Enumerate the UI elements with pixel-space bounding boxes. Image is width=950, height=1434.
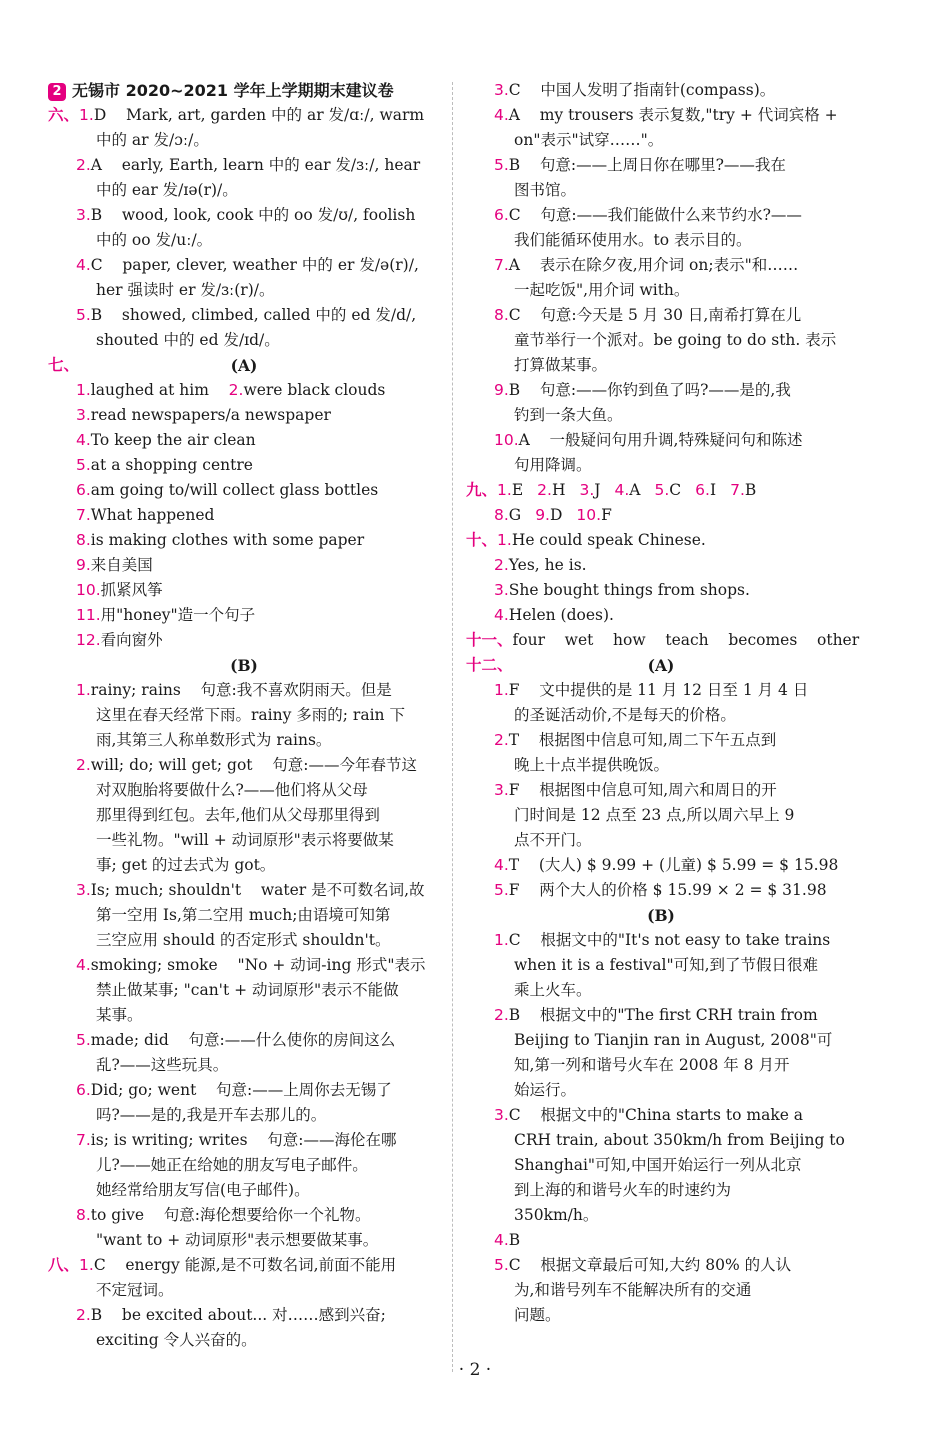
answer-text: A early, Earth, learn 中的 ear 发/ɜː/, hear [90,156,421,174]
answer-text: 问题。 [514,1306,561,1324]
answer-text: 我们能循环使用水。to 表示目的。 [514,231,752,249]
question-number: 5. [494,156,509,174]
answer-text: B [508,1231,521,1249]
answer-line [466,878,856,903]
question-number: 1. [497,531,512,549]
question-number: 3. [494,1106,509,1124]
answer-text: D Mark, art, garden 中的 ar 发/ɑː/, warm [93,106,425,124]
question-number: 8. [76,531,91,549]
question-number: 6. [76,1081,91,1099]
test-number-badge: 2 [48,83,66,101]
answer-line [466,778,856,803]
answer-text: C energy 能源,是不可数名词,前面不能用 [93,1256,397,1274]
question-number: 3. [494,81,509,99]
answer-text: when it is a festival"可知,到了节假日很难 [514,956,819,974]
answer-text: 打算做某事。 [514,356,608,374]
answer-text: is making clothes with some paper [90,531,365,549]
answer-line [466,628,860,653]
answer-text: Helen (does). [508,606,614,624]
answer-line [466,1128,856,1153]
part-heading: (B) [230,656,258,675]
answer-text: A my trousers 表示复数,"try + 代词宾格 + [508,106,838,124]
question-number: 10. [494,431,519,449]
question-number: 2. [76,156,91,174]
answer-line [466,503,856,528]
answer-text: 知,第一列和谐号火车在 2008 年 8 月开 [514,1056,790,1074]
answer-text: Shanghai"可知,中国开始运行一列从北京 [514,1156,802,1174]
answer-line [466,528,856,553]
question-number: 4. [76,431,91,449]
answer-text: read newspapers/a newspaper [90,406,331,424]
question-number: 2. [494,731,509,749]
answer-text: T 根据图中信息可知,周二下午五点到 [508,731,777,749]
answer-line [466,1053,856,1078]
answer-text: to give 句意:海伦想要给你一个礼物。 [90,1206,371,1224]
part-heading: (A) [647,656,675,675]
answer-line [48,228,440,253]
answer-text: shouted 中的 ed 发/ɪd/。 [96,331,280,349]
answer-text: 为,和谐号列车不能解决所有的交通 [514,1281,752,1299]
answer-line [466,428,856,453]
column-divider [452,82,453,1372]
answer-text: 雨,其第三人称单数形式为 rains。 [96,731,332,749]
answer-line [466,1103,856,1128]
section-label: 十二、 [466,656,513,674]
page-number: · 2 · [458,1360,492,1380]
answer-text: 事; get 的过去式为 got。 [96,856,276,874]
answer-text: 乘上火车。 [514,981,592,999]
answer-line [48,453,440,478]
answer-text: 晚上十点半提供晚饭。 [514,756,670,774]
answer-text: He could speak Chinese. [511,531,706,549]
answer-line [48,1178,440,1203]
question-number: 9. [76,556,91,574]
question-number: 1. [494,931,509,949]
answer-text: smoking; smoke "No + 动词-ing 形式"表示 [90,956,426,974]
section-label: 八、 [48,1256,80,1274]
question-number: 1. [494,681,509,699]
answer-line [466,1253,856,1278]
question-number: 4. [494,1231,509,1249]
answer-line [466,353,856,378]
question-number: 6. [494,206,509,224]
answer-text: am going to/will collect glass bottles [90,481,379,499]
question-number: 1. [497,481,512,499]
answer-text: 看向窗外 [100,631,163,649]
answer-line [466,1028,856,1053]
answer-line [48,828,440,853]
answer-line [48,928,440,953]
answer-text: 的圣诞活动价,不是每天的价格。 [514,706,736,724]
answer-text: 儿?——她正在给她的朋友写电子邮件。 [96,1156,368,1174]
answer-text: What happened [90,506,215,524]
answer-text: F 两个大人的价格 $ 15.99 × 2 = $ 31.98 [508,881,827,899]
question-number: 3. [76,881,91,899]
question-number: 2. [494,556,509,574]
answer-line [466,253,856,278]
question-number: 3. [76,406,91,424]
answer-text: 对双胞胎将要做什么?——他们将从父母 [96,781,368,799]
left-column [48,78,440,1353]
answer-line [48,878,440,903]
part-heading: (B) [647,906,675,925]
answer-line [466,828,856,853]
answer-line [466,78,856,103]
answer-text: B 根据文中的"The first CRH train from [508,1006,818,1024]
answer-line [48,253,440,278]
answer-text: To keep the air clean [90,431,256,449]
answer-line [48,553,440,578]
question-number: 5. [76,306,91,324]
question-number: 7. [76,506,91,524]
answer-line [466,753,856,778]
answer-text: A [629,481,641,499]
answer-line [48,203,440,228]
answer-line [466,978,856,1003]
answer-line [466,153,856,178]
answer-line [466,903,856,928]
answer-line [466,928,856,953]
title-text: 无锡市 2020~2021 学年上学期期末建议卷 [72,81,394,100]
answer-line [48,1103,440,1128]
question-number: 6. [695,481,710,499]
answer-line [48,478,440,503]
answer-line [466,128,856,153]
question-number: 1. [79,106,94,124]
section-label: 六、 [48,106,80,124]
answer-text: 350km/h。 [514,1206,599,1224]
answer-text: on"表示"试穿……"。 [514,131,664,149]
answer-text: is; is writing; writes 句意:——海伦在哪 [90,1131,397,1149]
answer-text: H [551,481,566,499]
question-number: 4. [494,856,509,874]
answer-line [466,453,856,478]
answer-text: 乱?——这些玩具。 [96,1056,229,1074]
answer-line [466,378,856,403]
answer-line [466,1228,856,1253]
question-number: 6. [76,481,91,499]
answer-line [48,1253,440,1278]
answer-text: 不定冠词。 [96,1281,174,1299]
answer-text: at a shopping centre [90,456,253,474]
answer-line [48,803,440,828]
answer-text: Yes, he is. [508,556,587,574]
section-label: 十、 [466,531,498,549]
answer-text: F 文中提供的是 11 月 12 日至 1 月 4 日 [508,681,809,699]
answer-text: 禁止做某事; "can't + 动词原形"表示不能做 [96,981,399,999]
answer-line [466,103,856,128]
answer-line [466,1203,856,1228]
answer-text: C [669,481,682,499]
answer-line [48,128,440,153]
answer-text: C 根据文中的"It's not easy to take trains [508,931,831,949]
section-label: 七、 [48,356,80,374]
question-number: 5. [76,1031,91,1049]
answer-line [466,703,856,728]
answer-text: 用"honey"造一个句子 [100,606,256,624]
answer-line [48,1278,440,1303]
answer-line [48,953,440,978]
answer-line [48,628,440,653]
answer-line [466,853,856,878]
answer-text: Is; much; shouldn't water 是不可数名词,故 [90,881,425,899]
answer-text: will; do; will get; got 句意:——今年春节这 [90,756,417,774]
question-number: 4. [76,256,91,274]
answer-line [48,653,440,678]
answer-line [48,1228,440,1253]
answer-line [466,303,856,328]
answer-text: C 句意:——我们能做什么来节约水?—— [508,206,802,224]
question-number: 4. [614,481,630,499]
answer-line [48,603,440,628]
answer-line [48,853,440,878]
answer-line [48,1078,440,1103]
answer-text: 童节举行一个派对。be going to do sth. 表示 [514,331,837,349]
answer-line [48,1053,440,1078]
answer-text: B [744,481,757,499]
answer-text: C 句意:今天是 5 月 30 日,南希打算在儿 [508,306,802,324]
question-number: 5. [494,881,509,899]
question-number: 9. [535,506,550,524]
answer-text: 某事。 [96,1006,143,1024]
answer-text: G [508,506,522,524]
answer-text: laughed at him [90,381,229,399]
answer-line [48,1328,440,1353]
answer-line [48,153,440,178]
question-number: 10. [76,581,101,599]
answer-text: B 句意:——你钓到鱼了吗?——是的,我 [508,381,791,399]
answer-text: her 强读时 er 发/ɜː(r)/。 [96,281,275,299]
question-number: 4. [494,106,509,124]
question-number: 3. [579,481,595,499]
answer-text: 一些礼物。"will + 动词原形"表示将要做某 [96,831,394,849]
answer-line [48,778,440,803]
question-number: 12. [76,631,101,649]
question-number: 2. [76,1306,91,1324]
answer-line [466,603,856,628]
answer-text: J [594,481,601,499]
answer-line [48,978,440,1003]
answer-text: B be excited about... 对……感到兴奋; [90,1306,386,1324]
answer-line [466,178,856,203]
answer-text: A 一般疑问句用升调,特殊疑问句和陈述 [518,431,803,449]
right-column [466,78,860,1328]
question-number: 7. [730,481,745,499]
answer-line [48,728,440,753]
answer-text: A 表示在除夕夜,用介词 on;表示"和…… [508,256,799,274]
answer-text: were black clouds [243,381,386,399]
question-number: 4. [76,956,91,974]
answer-text: exciting 令人兴奋的。 [96,1331,257,1349]
answer-text: B showed, climbed, called 中的 ed 发/d/, [90,306,417,324]
answer-line [466,653,856,678]
question-number: 11. [76,606,101,624]
answer-text: 三空应用 should 的否定形式 shouldn't。 [96,931,391,949]
answer-text: 中的 oo 发/uː/。 [96,231,213,249]
answer-line [48,103,440,128]
answer-line [48,1003,440,1028]
answer-line [48,1028,440,1053]
question-number: 9. [494,381,509,399]
question-number: 2. [228,381,244,399]
answer-line [466,328,856,353]
answer-text: 一起吃饭",用介词 with。 [514,281,690,299]
answer-line [48,303,440,328]
answer-line [466,203,856,228]
answer-line [48,528,440,553]
section-title [48,78,440,103]
answer-text: She bought things from shops. [508,581,750,599]
answer-text: 来自美国 [90,556,153,574]
answer-text: F 根据图中信息可知,周六和周日的开 [508,781,777,799]
answer-text: 她经常给朋友写信(电子邮件)。 [96,1181,310,1199]
answer-text: 第一空用 Is,第二空用 much;由语境可知第 [96,906,391,924]
answer-line [466,728,856,753]
answer-line [466,1003,856,1028]
question-number: 1. [79,1256,94,1274]
answer-text: C 中国人发明了指南针(compass)。 [508,81,776,99]
question-number: 7. [76,1131,91,1149]
answer-line [466,1153,856,1178]
answer-text: CRH train, about 350km/h from Beijing to [514,1131,845,1149]
answer-line [466,678,856,703]
answer-line [48,1128,440,1153]
answer-line [466,803,856,828]
answer-line [48,903,440,928]
answer-line [466,478,856,503]
answer-line [48,578,440,603]
answer-text: 句用降调。 [514,456,592,474]
answer-text: 到上海的和谐号火车的时速约为 [514,1181,732,1199]
answer-line [48,753,440,778]
answer-line [48,178,440,203]
answer-text: D [549,506,563,524]
answer-line [466,1078,856,1103]
answer-line [48,1303,440,1328]
question-number: 8. [494,306,509,324]
answer-line [466,953,856,978]
question-number: 5. [76,456,91,474]
answer-text: 始运行。 [514,1081,577,1099]
question-number: 2. [494,1006,509,1024]
answer-text: 那里得到红包。去年,他们从父母那里得到 [96,806,380,824]
question-number: 7. [494,256,509,274]
question-number: 4. [494,606,509,624]
answer-text: E [511,481,524,499]
answer-text: Beijing to Tianjin ran in August, 2008"可 [514,1031,833,1049]
answer-text: four wet how teach becomes other [512,631,860,649]
question-number: 3. [76,206,91,224]
answer-line [466,403,856,428]
question-number: 8. [76,1206,91,1224]
answer-line [466,553,856,578]
answer-text: C paper, clever, weather 中的 er 发/ə(r)/, [90,256,419,274]
answer-text: 钓到一条大鱼。 [514,406,623,424]
answer-text: B 句意:——上周日你在哪里?——我在 [508,156,786,174]
answer-line [48,678,440,703]
answer-line [48,328,440,353]
answer-text: 门时间是 12 点至 23 点,所以周六早上 9 [514,806,795,824]
answer-line [48,378,440,403]
question-number: 1. [76,681,91,699]
answer-line [48,1153,440,1178]
question-number: 5. [494,1256,509,1274]
answer-text: 点不开门。 [514,831,592,849]
answer-line [48,428,440,453]
question-number: 5. [654,481,670,499]
answer-text: rainy; rains 句意:我不喜欢阴雨天。但是 [90,681,392,699]
answer-text: Did; go; went 句意:——上周你去无锡了 [90,1081,392,1099]
answer-text: 吗?——是的,我是开车去那儿的。 [96,1106,327,1124]
answer-line [48,503,440,528]
answer-text: T (大人) $ 9.99 + (儿童) $ 5.99 = $ 15.98 [508,856,839,874]
answer-line [48,1203,440,1228]
answer-text: 中的 ar 发/ɔː/。 [96,131,209,149]
answer-line [48,703,440,728]
answer-line [466,1178,856,1203]
answer-line [466,578,856,603]
answer-text: C 根据文章最后可知,大约 80% 的人认 [508,1256,792,1274]
question-number: 10. [576,506,602,524]
question-number: 2. [537,481,552,499]
question-number: 3. [494,781,509,799]
answer-line [466,1278,856,1303]
section-label: 九、 [466,481,498,499]
answer-text: "want to + 动词原形"表示想要做某事。 [96,1231,379,1249]
answer-text: 抓紧风筝 [100,581,163,599]
answer-text: F [601,506,612,524]
answer-line [48,403,440,428]
answer-text: B wood, look, cook 中的 oo 发/ʊ/, foolish [90,206,416,224]
question-number: 2. [76,756,91,774]
question-number: 8. [494,506,509,524]
answer-line [466,228,856,253]
answer-line [466,1303,856,1328]
answer-line [48,278,440,303]
answer-text: 这里在春天经常下雨。rainy 多雨的; rain 下 [96,706,405,724]
question-number: 3. [494,581,509,599]
answer-text: made; did 句意:——什么使你的房间这么 [90,1031,396,1049]
answer-text: I [709,481,717,499]
answer-line [466,278,856,303]
part-heading: (A) [230,356,258,375]
answer-text: 中的 ear 发/ɪə(r)/。 [96,181,238,199]
answer-text: 图书馆。 [514,181,577,199]
answer-text: C 根据文中的"China starts to make a [508,1106,804,1124]
answer-line [48,353,440,378]
section-label: 十一、 [466,631,513,649]
question-number: 1. [76,381,91,399]
